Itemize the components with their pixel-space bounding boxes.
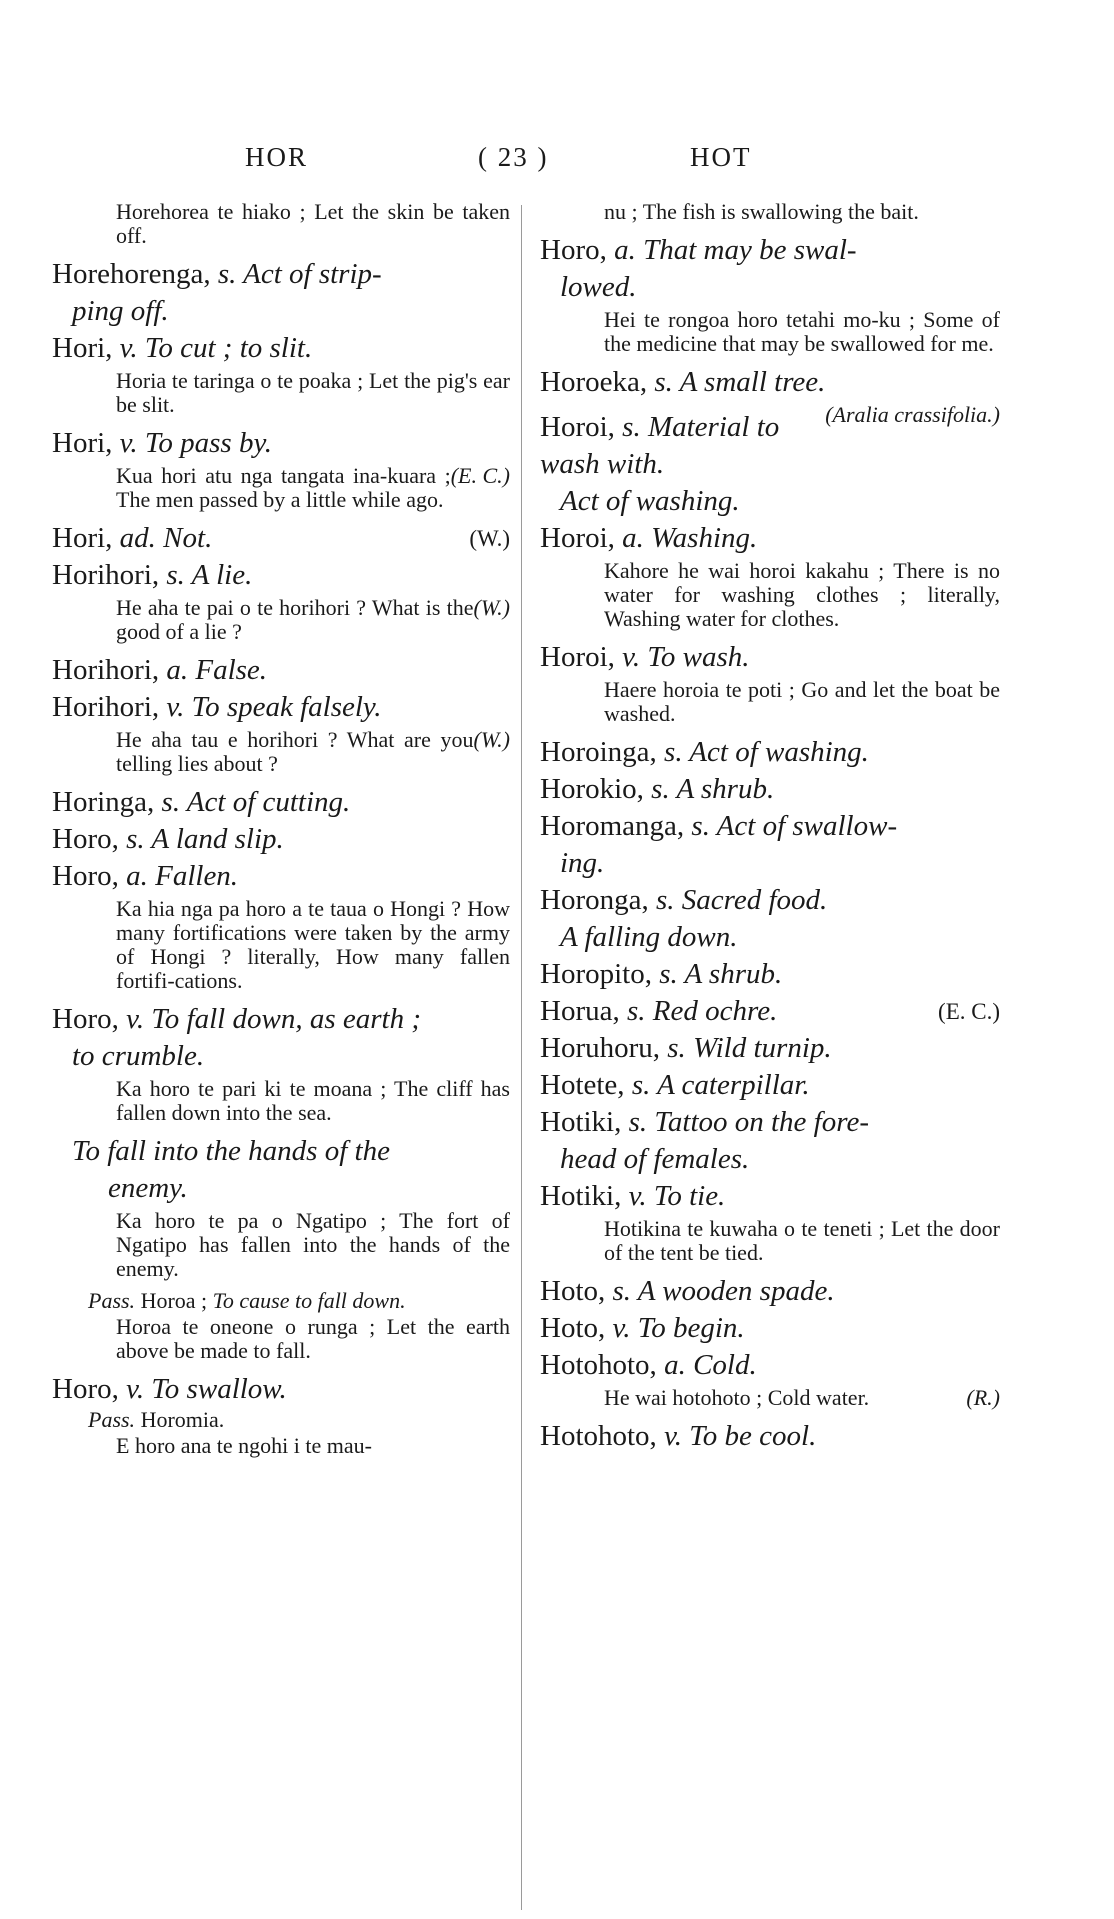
headword-entry [50,330,510,367]
headword-entry [538,1104,1000,1141]
left-column [50,198,510,1466]
headword: Hori, [52,332,113,364]
definition: To be cool. [689,1420,817,1452]
passive-form [50,1289,510,1313]
headword-entry [538,1067,1000,1104]
part-of-speech: s. [651,958,685,990]
headword: Horokio, [540,773,644,805]
example-text: Ka horo te pa o Ngatipo ; The fort of Ngatipo has fallen into the hands of the enemy. [116,1208,510,1281]
part-of-speech: v. [614,641,648,673]
definition: Wild turnip. [693,1032,832,1064]
headword: Horo, [52,1003,119,1035]
example-sentence [50,464,510,512]
headword-entry [538,1178,1000,1215]
source-tag: (E. C.) [938,999,1000,1024]
example-text: Ka horo te pari ki te moana ; The cliff has fallen down into the sea. [116,1076,510,1125]
headword-entry [538,1273,1000,1310]
example-sentence [50,596,510,644]
example-text: He wai hotohoto ; Cold water. [604,1385,870,1410]
definition-continuation: ping off. [72,295,169,327]
source-tag: (Aralia crassifolia.) [825,402,1000,427]
headword-entry [538,1347,1000,1384]
part-of-speech: v. [621,1180,654,1212]
example-text: Hei te rongoa horo tetahi mo-ku ; Some of the medicine that may be swallowed for me. [604,307,1000,356]
definition: To swallow. [151,1373,287,1405]
headword: Hotohoto, [540,1420,657,1452]
definition: A wooden spade. [637,1275,835,1307]
headword-entry [538,520,1000,557]
definition: A shrub. [676,773,775,805]
example-sentence [50,369,510,417]
definition-continuation: head of females. [560,1143,750,1175]
passive-label: Pass. [88,1288,136,1313]
headword-entry [538,1030,1000,1067]
headword: Horo, [52,860,119,892]
definition: Act of strip- [243,258,382,290]
part-of-speech: s. [656,736,690,768]
example-sentence [50,1434,510,1458]
part-of-speech: s. [210,258,244,290]
source-tag: (W.) [473,595,510,620]
example-text: nu ; The fish is swallowing the bait. [604,199,919,224]
headword: Hotohoto, [540,1349,657,1381]
part-of-speech: v. [159,691,192,723]
part-of-speech: a. [159,654,196,686]
example-sentence [50,728,510,776]
example-sentence [538,308,1000,356]
headword: Horomanga, [540,810,685,842]
definition: A land slip. [151,823,284,855]
definition: A small tree. [679,366,826,398]
headword: Horo, [52,1373,119,1405]
headword: Horoi, [540,641,615,673]
headword-entry [538,771,1000,808]
header-right: HOT [690,142,752,172]
headword: Horoinga, [540,736,657,768]
definition: A lie. [191,559,253,591]
example-text: He aha te pai o te horihori ? What is the good of a lie ? [116,595,474,644]
headword: Horoeka, [540,366,648,398]
example-sentence [538,559,1000,631]
passive-label: Pass. [88,1407,136,1432]
part-of-speech: ad. [112,522,164,554]
definition: Cold. [693,1349,757,1381]
headword: Horoi, [540,522,615,554]
definition: That may be swal- [643,234,857,266]
definition: False. [195,654,268,686]
example-text: Horehorea te hiako ; Let the skin be taken off. [116,199,510,248]
definition: A shrub. [684,958,783,990]
headword-entry [538,1310,1000,1347]
passive-word: Horoa ; [135,1288,213,1313]
passive-definition: To cause to fall down. [212,1288,406,1313]
part-of-speech: s. [621,1106,655,1138]
definition: Red ochre. [652,995,778,1027]
headword-entry [50,557,510,594]
part-of-speech: s. [154,786,187,818]
definition: To pass by. [144,427,272,459]
definition: To begin. [637,1312,745,1344]
example-sentence [50,1077,510,1125]
part-of-speech: v. [605,1312,638,1344]
part-of-speech: s. [643,773,677,805]
headword-entry [50,256,510,293]
headword: Horua, [540,995,620,1027]
source-tag: (W.) [473,727,510,752]
part-of-speech: s. [619,995,653,1027]
definition-continuation: ing. [560,847,605,879]
headword: Horihori, [52,654,160,686]
source-tag: (E. C.) [450,463,510,488]
headword-entry [538,956,1000,993]
definition: Washing. [651,522,758,554]
headword: Horonga, [540,884,649,916]
headword-entry [50,689,510,726]
definition: Sacred food. [681,884,828,916]
part-of-speech: v. [656,1420,690,1452]
headword: Hoto, [540,1312,606,1344]
headword-entry [50,784,510,821]
definition: To tie. [653,1180,726,1212]
headword-entry [538,364,1000,401]
column-rule [521,205,522,1910]
definition: A caterpillar. [657,1069,810,1101]
part-of-speech: s. [605,1275,638,1307]
part-of-speech: a. [614,522,652,554]
example-text: He aha tau e horihori ? What are you telling lies about ? [116,727,474,776]
definition: Fallen. [155,860,239,892]
headword: Hori, [52,427,113,459]
definition: To cut ; to slit. [144,332,313,364]
headword-entry [50,520,510,557]
definition: Not. [163,522,213,554]
definition-continuation: to crumble. [72,1040,205,1072]
part-of-speech: s. [648,884,682,916]
headword-entry [50,1371,510,1408]
example-sentence [50,1209,510,1281]
source-tag: (R.) [966,1385,1000,1410]
headword-entry [538,993,1000,1030]
part-of-speech: s. [614,411,648,443]
headword: Horihori, [52,559,160,591]
part-of-speech: a. [606,234,644,266]
example-sentence [50,200,510,248]
page-number: ( 23 ) [478,142,549,172]
part-of-speech: s. [118,823,152,855]
example-text: Horoa te oneone o runga ; Let the earth above be made to fall. [116,1314,510,1363]
headword: Horo, [540,234,607,266]
headword: Hori, [52,522,113,554]
definition: Act of cutting. [186,786,351,818]
headword-entry [538,639,1000,676]
header-left: HOR [245,142,309,172]
example-sentence [50,1315,510,1363]
headword-entry [50,425,510,462]
example-text: Kua hori atu nga tangata ina-kuara ; The men passed by a little while ago. [116,463,451,512]
passive-form [50,1408,510,1432]
running-header [0,142,1114,182]
example-text: Ka hia nga pa horo a te taua o Hongi ? How many fortifications were taken by the army of Hongi ? literally, How many fallen fortifi-cations. [116,896,510,993]
headword: Horopito, [540,958,652,990]
definition: Act of swallow- [716,810,898,842]
right-column [538,198,1000,1455]
example-text: Haere horoia te poti ; Go and let the boat be washed. [604,677,1000,726]
headword-entry [538,232,1000,269]
headword: Horo, [52,823,119,855]
definition-continuation: enemy. [108,1172,188,1204]
headword: Horoi, [540,411,615,443]
definition-continuation: lowed. [560,271,637,303]
part-of-speech: v. [118,1373,152,1405]
headword-entry [538,1418,1000,1455]
headword: Horinga, [52,786,155,818]
headword-entry [538,882,1000,919]
part-of-speech: s. [159,559,192,591]
part-of-speech: s. [660,1032,694,1064]
part-of-speech: v. [112,427,145,459]
headword-entry [50,821,510,858]
example-text: Kahore he wai horoi kakahu ; There is no water for washing clothes ; literally, Washing water for clothes. [604,558,1000,631]
headword: Hotete, [540,1069,625,1101]
example-text: E horo ana te ngohi i te mau- [116,1433,372,1458]
definition: To speak falsely. [191,691,382,723]
definition-continuation: A falling down. [560,921,738,953]
part-of-speech: a. [118,860,156,892]
definition-continuation: Act of washing. [560,485,740,517]
example-sentence [50,897,510,993]
headword-entry [538,734,1000,771]
example-sentence [538,1386,1000,1410]
definition: Act of washing. [689,736,869,768]
part-of-speech: v. [112,332,145,364]
part-of-speech: a. [656,1349,694,1381]
definition: To fall down, as earth ; [151,1003,421,1035]
definition: To wash. [647,641,750,673]
headword-entry [538,808,1000,845]
headword: Hotiki, [540,1106,622,1138]
headword: Horihori, [52,691,160,723]
definition: Tattoo on the fore- [654,1106,869,1138]
part-of-speech: s. [684,810,717,842]
headword-entry [50,1001,510,1038]
example-sentence [538,200,1000,224]
source-tag: (W.) [469,526,510,551]
headword: Hotiki, [540,1180,622,1212]
headword-entry [50,858,510,895]
headword: Horuhoru, [540,1032,661,1064]
example-sentence [538,678,1000,726]
definition-continuation: To fall into the hands of the [72,1135,390,1167]
example-text: Horia te taringa o te poaka ; Let the pig's ear be slit. [116,368,510,417]
headword-entry [50,652,510,689]
passive-word: Horomia. [135,1407,225,1432]
example-text: Hotikina te kuwaha o te teneti ; Let the door of the tent be tied. [604,1216,1000,1265]
headword: Horehorenga, [52,258,211,290]
definition: Material to wash with. [540,411,780,480]
part-of-speech: s. [624,1069,658,1101]
example-sentence [538,1217,1000,1265]
headword: Hoto, [540,1275,606,1307]
part-of-speech: s. [647,366,680,398]
part-of-speech: v. [118,1003,152,1035]
